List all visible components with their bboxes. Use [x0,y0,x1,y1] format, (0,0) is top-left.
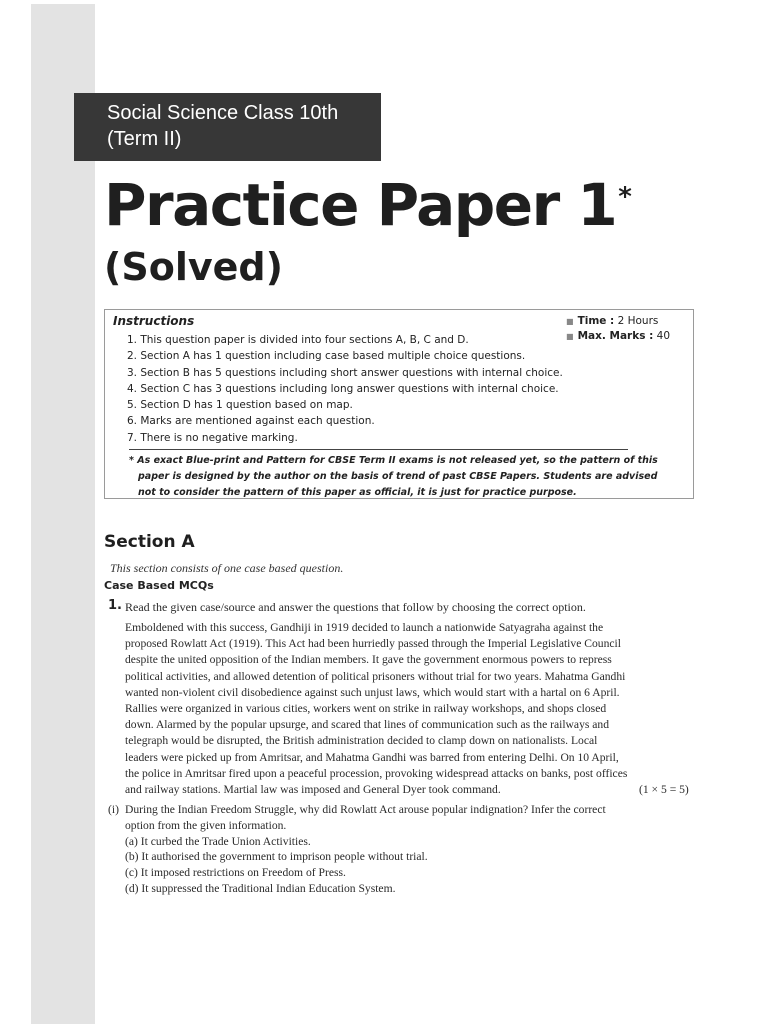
passage-line: proposed Rowlatt Act (1919). This Act had been hurriedly passed through the Imperial Legislative Council [125,637,621,651]
title-text: Practice Paper 1 [104,171,617,239]
marks-row [566,329,670,344]
instruction-item: 5. Section D has 1 question based on map. [127,399,353,412]
divider [129,449,628,450]
passage-line: Rallies were organized in various cities, workers went on strike in railway workshops, and shops closed [125,702,607,716]
instruction-item: 3. Section B has 5 questions including short answer questions with internal choice. [127,366,563,379]
option-a: (a) It curbed the Trade Union Activities. [125,834,311,848]
option-b: (b) It authorised the government to imprison people without trial. [125,850,428,864]
pattern-note [129,453,658,501]
sub-question-body [125,802,698,897]
option-c: (c) It imposed restrictions on Freedom of Press. [125,866,346,880]
instruction-item: 7. There is no negative marking. [127,431,298,444]
square-bullet-icon: ■ [566,332,574,341]
subject-banner [74,93,381,161]
page-title [104,165,630,245]
square-bullet-icon: ■ [566,317,574,326]
instructions-heading: Instructions [113,314,195,328]
question-number: 1. [108,598,122,613]
passage-line: and railway stations. Martial law was imposed and General Dyer took command. [125,783,501,797]
instructions-list [127,332,563,446]
section-heading: Section A [104,532,195,552]
passage-line: leaders were picked up from Amritsar, and Mahatma Gandhi was barred from entering Delhi. On 10 April, [125,750,619,764]
passage-line: the police in Amritsar fired upon a peaceful procession, provoking widespread attacks on banks, post offices [125,766,628,780]
note-line: paper is designed by the author on the basis of trend of past CBSE Papers. Students are advised [138,471,658,482]
subject-line-2: (Term II) [107,128,182,150]
sub-question-number: (i) [108,803,119,816]
passage-line: political activities, and allowed detention of political prisoners without trial for two years. Mahatma Gandhi [125,669,626,683]
note-line: not to consider the pattern of this paper as official, it is just for practice purpose. [138,487,577,498]
marks-label: Max. Marks : [577,330,654,342]
sub-question-line: During the Indian Freedom Struggle, why did Rowlatt Act arouse popular indignation? Infer the correct [125,803,606,816]
section-description: This section consists of one case based question. [110,561,344,575]
marks-value: 40 [656,330,671,342]
sub-question-line: option from the given information. [125,818,287,832]
instruction-item: 1. This question paper is divided into four sections A, B, C and D. [127,334,469,346]
case-passage [125,620,695,798]
sub-question [108,802,698,897]
question-marks: (1 × 5 = 5) [639,783,689,797]
instruction-item: 2. Section A has 1 question including case based multiple choice questions. [127,350,526,363]
page-subtitle: (Solved) [104,245,283,289]
passage-line: despite the united opposition of the Indian members. It gave the government enormous powers to repress [125,653,612,667]
passage-line: wanted non-violent civil disobedience against such unjust laws, which would start with a hartal on 6 April. [125,685,620,699]
instruction-item: 4. Section C has 3 questions including long answer questions with internal choice. [127,382,559,395]
passage-line: Emboldened with this success, Gandhiji in 1919 decided to launch a nationwide Satyagraha against the [125,621,604,634]
exam-meta [566,314,670,344]
note-line: * As exact Blue-print and Pattern for CBSE Term II exams is not released yet, so the pattern of this [129,455,658,466]
instructions-box [104,309,694,499]
question-text: Read the given case/source and answer the questions that follow by choosing the correct option. [125,600,586,614]
instruction-item: 6. Marks are mentioned against each question. [127,415,375,428]
subject-line-1: Social Science Class 10th [107,102,339,124]
passage-line: down. Alarmed by the popular upsurge, and scared that lines of communication such as the railways and [125,718,610,732]
passage-line: telegraph would be disrupted, the British administration decided to clamp down on nationalists. Local [125,734,598,748]
sub-question-row [108,802,698,897]
option-d: (d) It suppressed the Traditional Indian Education System. [125,881,396,895]
case-based-label: Case Based MCQs [104,579,214,592]
title-asterisk: * [618,182,631,212]
time-value: 2 Hours [617,315,659,327]
passage-last-line [125,782,695,798]
time-row [566,314,670,329]
time-label: Time : [577,315,615,327]
option-list [125,834,698,897]
